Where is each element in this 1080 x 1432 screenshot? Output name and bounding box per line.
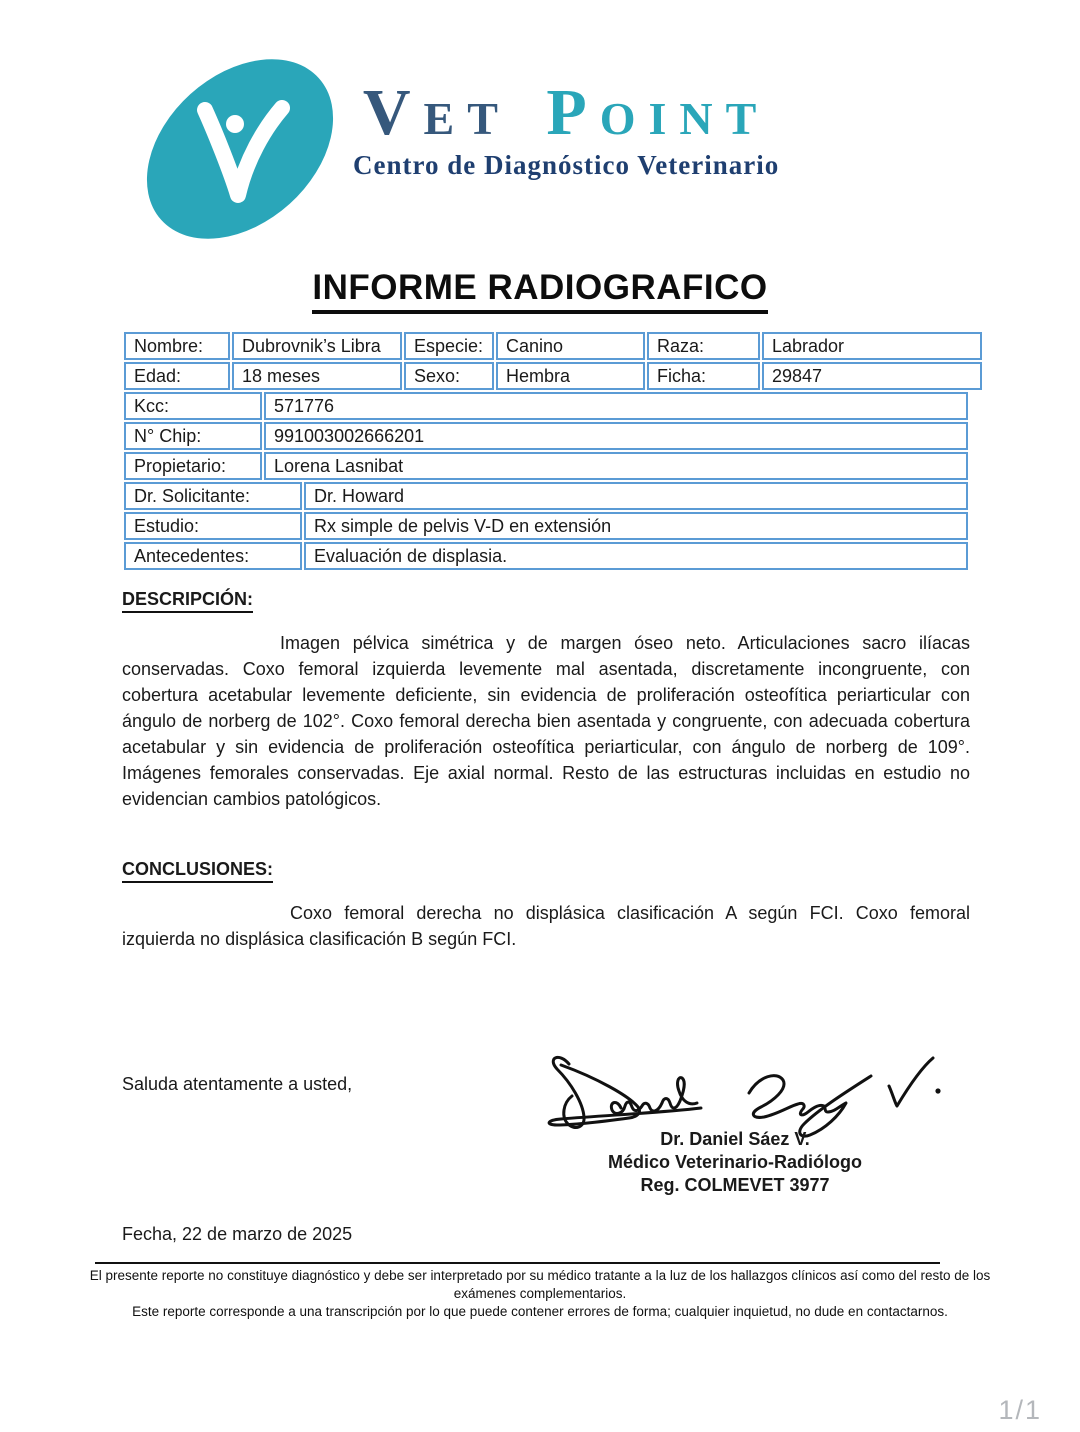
footer-disclaimer-1: El presente reporte no constituye diagnóstico y debe ser interpretado por su médico tratante a la luz de los hallazgos clínicos así como del resto de los exámenes complementarios. bbox=[89, 1268, 991, 1301]
footer-divider bbox=[95, 1262, 940, 1264]
field-kcc-value: 571776 bbox=[264, 392, 968, 420]
brand-point: Point bbox=[546, 76, 770, 149]
signer-reg: Reg. COLMEVET 3977 bbox=[640, 1175, 830, 1195]
field-especie-value: Canino bbox=[496, 332, 645, 360]
conclusiones-heading: CONCLUSIONES: bbox=[122, 859, 273, 883]
patient-table-bottom bbox=[122, 480, 970, 572]
patient-table-mid bbox=[122, 390, 970, 482]
field-chip-label: N° Chip: bbox=[124, 422, 262, 450]
page-indicator: 1/1 bbox=[998, 1395, 1042, 1425]
descripcion-heading: DESCRIPCIÓN: bbox=[122, 589, 253, 613]
field-propietario-value: Lorena Lasnibat bbox=[264, 452, 968, 480]
field-antecedentes-label: Antecedentes: bbox=[124, 542, 302, 570]
field-solicitante-value: Dr. Howard bbox=[304, 482, 968, 510]
field-raza-value: Labrador bbox=[762, 332, 982, 360]
footer-disclaimer-2: Este reporte corresponde a una transcripción por lo que puede contener errores de forma; cualquier inquietud, no dude en contactarnos. bbox=[132, 1304, 948, 1319]
field-nombre-label: Nombre: bbox=[124, 332, 230, 360]
field-sexo-value: Hembra bbox=[496, 362, 645, 390]
table-row bbox=[124, 542, 968, 570]
table-row bbox=[124, 332, 982, 360]
page-title: INFORME RADIOGRAFICO bbox=[312, 268, 767, 314]
field-kcc-label: Kcc: bbox=[124, 392, 262, 420]
field-nombre-value: Dubrovnik’s Libra bbox=[232, 332, 402, 360]
field-antecedentes-value: Evaluación de displasia. bbox=[304, 542, 968, 570]
header bbox=[145, 52, 1080, 242]
vetpoint-logo-icon bbox=[145, 52, 335, 242]
table-row bbox=[124, 452, 968, 480]
table-row bbox=[124, 392, 968, 420]
report-page bbox=[0, 52, 1080, 1432]
descripcion-body: Imagen pélvica simétrica y de margen óseo neto. Articulaciones sacro ilíacas conservadas. Coxo femoral izquierda levemente mal asentada, discretamente incongruente, con cobertura acetabular levemente deficiente, sin evidencia de proliferación osteofítica periarticular con ángulo de norberg de 102°. Coxo femoral derecha bien asentada y congruente, con adecuada cobertura acetabular y sin evidencia de proliferación osteofítica periarticular, con ángulo de norberg de 109°. Imágenes femorales conservadas. Eje axial normal. Resto de las estructuras incluidas en estudio no evidencian cambios patológicos. bbox=[122, 633, 970, 809]
logo-text bbox=[353, 76, 780, 181]
table-row bbox=[124, 512, 968, 540]
field-solicitante-label: Dr. Solicitante: bbox=[124, 482, 302, 510]
conclusiones-body: Coxo femoral derecha no displásica clasificación A según FCI. Coxo femoral izquierda no displásica clasificación B según FCI. bbox=[122, 903, 970, 949]
salutation: Saluda atentamente a usted, bbox=[122, 1074, 353, 1094]
patient-table-top bbox=[122, 330, 984, 392]
field-estudio-label: Estudio: bbox=[124, 512, 302, 540]
closing-section bbox=[122, 1060, 970, 1210]
footer bbox=[0, 1262, 1080, 1321]
brand-vet: Vet bbox=[362, 76, 511, 149]
field-propietario-label: Propietario: bbox=[124, 452, 262, 480]
signer-title: Médico Veterinario-Radiólogo bbox=[607, 1152, 863, 1172]
table-row bbox=[124, 362, 982, 390]
signer-name: Dr. Daniel Sáez V. bbox=[660, 1129, 810, 1149]
field-ficha-label: Ficha: bbox=[647, 362, 760, 390]
field-ficha-value: 29847 bbox=[762, 362, 982, 390]
field-edad-value: 18 meses bbox=[232, 362, 402, 390]
date-line: Fecha, 22 de marzo de 2025 bbox=[122, 1224, 353, 1244]
field-chip-value: 991003002666201 bbox=[264, 422, 968, 450]
table-row bbox=[124, 482, 968, 510]
field-raza-label: Raza: bbox=[647, 332, 760, 360]
field-edad-label: Edad: bbox=[124, 362, 230, 390]
field-especie-label: Especie: bbox=[404, 332, 494, 360]
field-sexo-label: Sexo: bbox=[404, 362, 494, 390]
field-estudio-value: Rx simple de pelvis V-D en extensión bbox=[304, 512, 968, 540]
table-row bbox=[124, 422, 968, 450]
brand-subtitle: Centro de Diagnóstico Veterinario bbox=[353, 150, 780, 180]
brand-name bbox=[353, 76, 779, 149]
signer-block bbox=[525, 1128, 945, 1197]
